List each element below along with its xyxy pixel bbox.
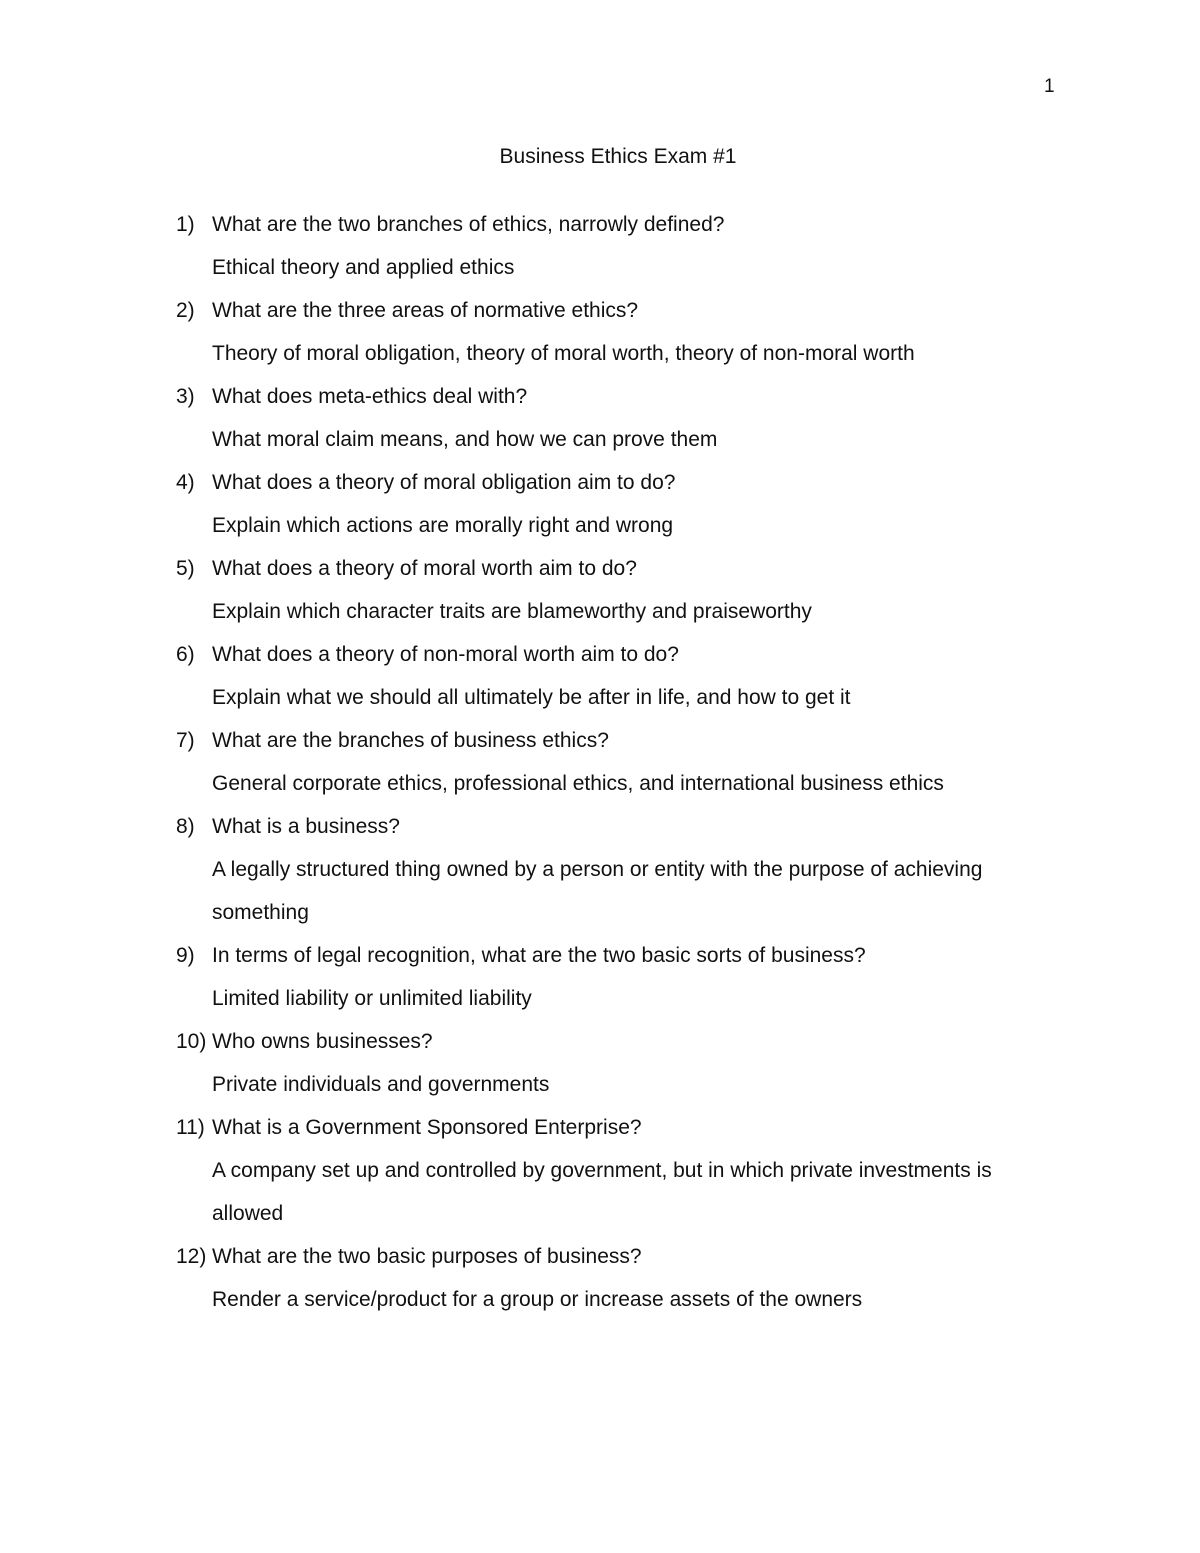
question-line (176, 203, 1046, 246)
question-line (176, 1106, 1046, 1149)
document-title: Business Ethics Exam #1 (499, 145, 737, 168)
qa-item (176, 1235, 1046, 1321)
question-line (176, 719, 1046, 762)
question-number: 4) (176, 471, 195, 494)
answer-text: Explain which character traits are blameworthy and praiseworthy (212, 600, 812, 623)
answer-text: Theory of moral obligation, theory of moral worth, theory of non-moral worth (212, 342, 915, 365)
answer-text: A company set up and controlled by government, but in which private investments is allowed (212, 1159, 992, 1225)
question-number: 3) (176, 385, 195, 408)
question-line (176, 547, 1046, 590)
question-number: 5) (176, 557, 195, 580)
question-text: In terms of legal recognition, what are the two basic sorts of business? (212, 944, 866, 967)
question-line (176, 1235, 1046, 1278)
qa-item (176, 805, 1046, 934)
answer-text: Explain what we should all ultimately be after in life, and how to get it (212, 686, 851, 709)
question-text: Who owns businesses? (212, 1030, 433, 1053)
question-number: 12) (176, 1245, 207, 1268)
qa-item (176, 547, 1046, 633)
question-number: 7) (176, 729, 195, 752)
answer-text: Limited liability or unlimited liability (212, 987, 532, 1010)
question-text: What does a theory of moral worth aim to do? (212, 557, 637, 580)
question-line (176, 805, 1046, 848)
question-line (176, 1020, 1046, 1063)
qa-item (176, 1020, 1046, 1106)
answer-text: Ethical theory and applied ethics (212, 256, 515, 279)
question-number: 8) (176, 815, 195, 838)
question-text: What are the three areas of normative ethics? (212, 299, 639, 322)
qa-item (176, 934, 1046, 1020)
question-text: What does meta-ethics deal with? (212, 385, 528, 408)
qa-item (176, 1106, 1046, 1235)
answer-text: General corporate ethics, professional ethics, and international business ethics (212, 772, 944, 795)
answer-text: Render a service/product for a group or increase assets of the owners (212, 1288, 863, 1311)
question-answer-list (176, 203, 1046, 1321)
page-number: 1 (1044, 76, 1055, 97)
answer-text: Explain which actions are morally right and wrong (212, 514, 674, 537)
question-number: 9) (176, 944, 195, 967)
qa-item (176, 719, 1046, 805)
question-number: 1) (176, 213, 195, 236)
question-number: 11) (176, 1116, 205, 1139)
answer-text: What moral claim means, and how we can prove them (212, 428, 718, 451)
answer-text: Private individuals and governments (212, 1073, 550, 1096)
question-line (176, 289, 1046, 332)
question-text: What are the two basic purposes of business? (212, 1245, 642, 1268)
qa-item (176, 289, 1046, 375)
answer-text: A legally structured thing owned by a person or entity with the purpose of achieving something (212, 858, 983, 924)
question-line (176, 375, 1046, 418)
question-number: 10) (176, 1030, 207, 1053)
question-line (176, 934, 1046, 977)
question-text: What are the branches of business ethics? (212, 729, 609, 752)
question-text: What is a Government Sponsored Enterprise? (212, 1116, 642, 1139)
question-line (176, 633, 1046, 676)
question-line (176, 461, 1046, 504)
question-text: What is a business? (212, 815, 400, 838)
qa-item (176, 375, 1046, 461)
qa-item (176, 633, 1046, 719)
question-number: 6) (176, 643, 195, 666)
question-number: 2) (176, 299, 195, 322)
question-text: What does a theory of moral obligation aim to do? (212, 471, 676, 494)
qa-item (176, 461, 1046, 547)
question-text: What are the two branches of ethics, narrowly defined? (212, 213, 725, 236)
qa-item (176, 203, 1046, 289)
question-text: What does a theory of non-moral worth aim to do? (212, 643, 679, 666)
